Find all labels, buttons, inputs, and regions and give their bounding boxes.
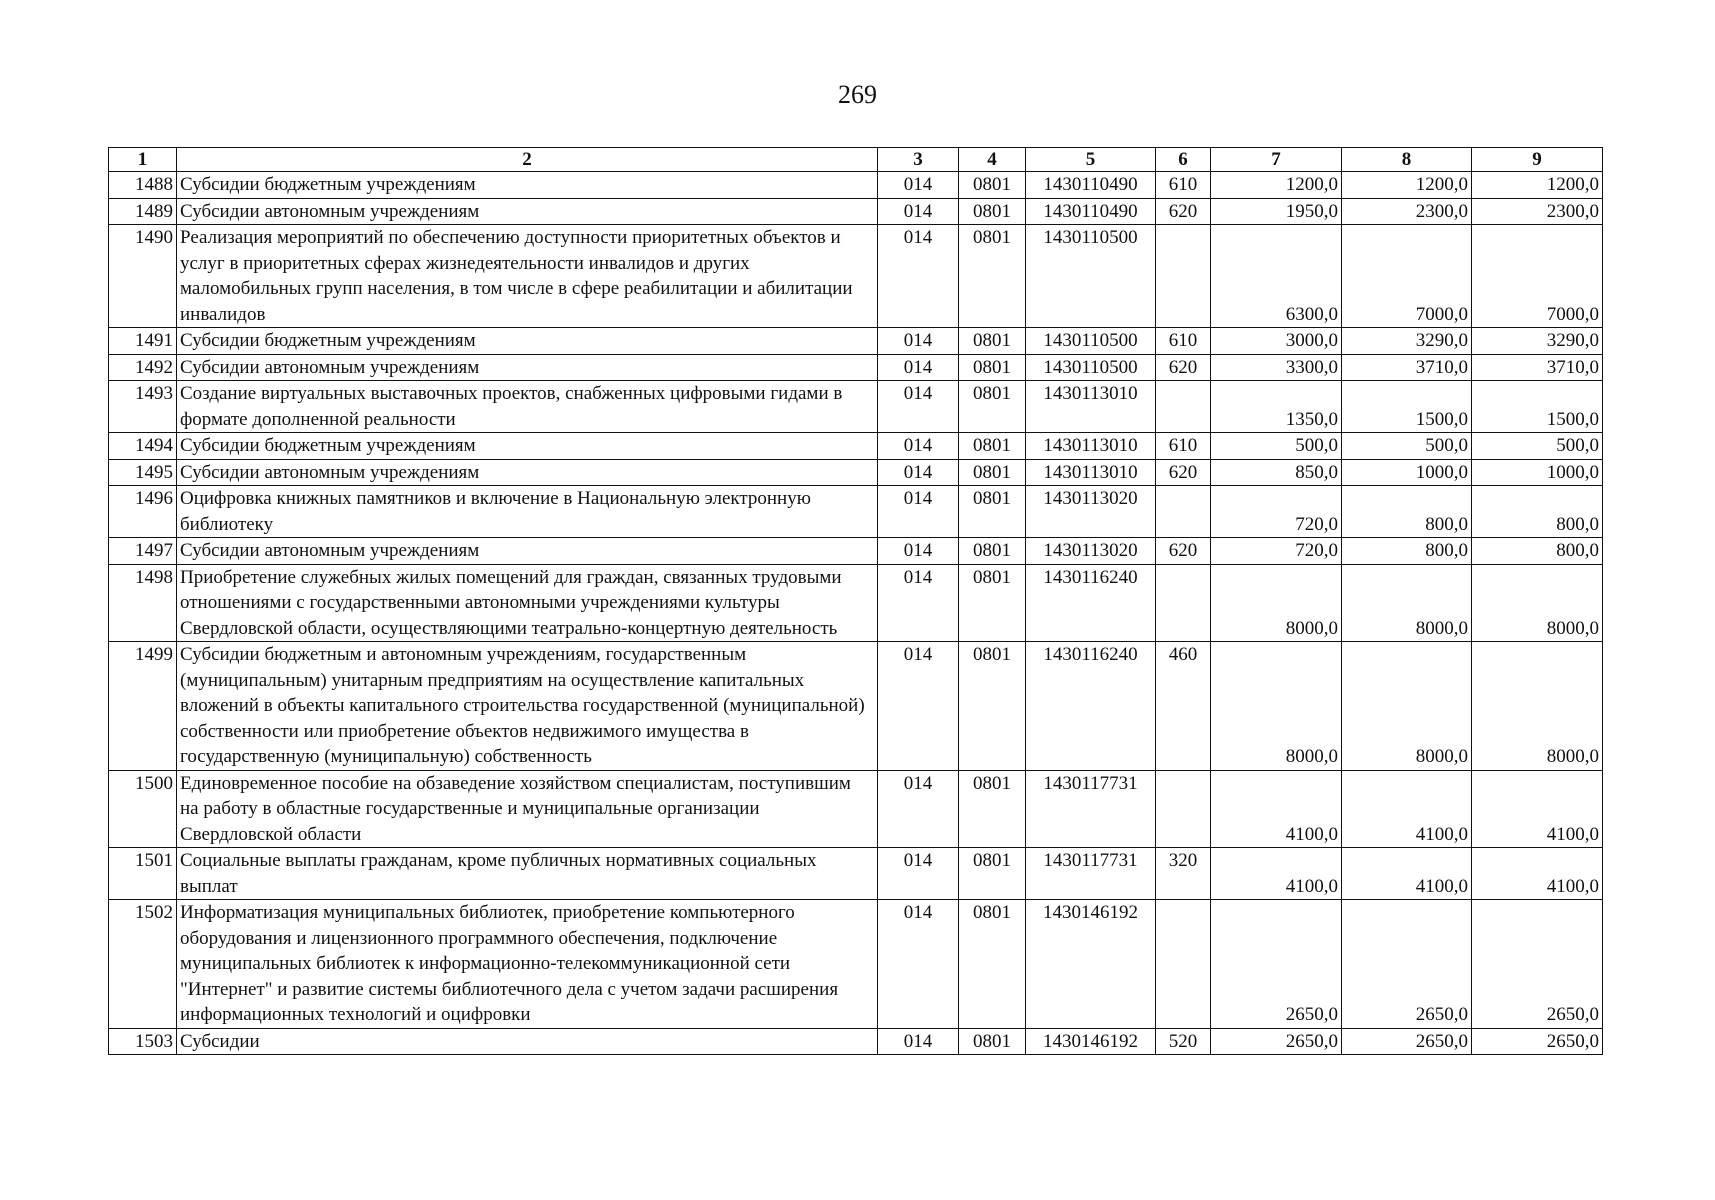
col-6-code xyxy=(1156,225,1211,328)
col-7-amount: 8000,0 xyxy=(1211,564,1342,642)
col-5-code: 1430117731 xyxy=(1026,848,1156,900)
col-6-code xyxy=(1156,381,1211,433)
col-3-code: 014 xyxy=(878,459,959,486)
table-row xyxy=(109,486,1603,538)
col-6-code: 610 xyxy=(1156,172,1211,199)
row-name: Субсидии бюджетным учреждениям xyxy=(177,433,878,460)
col-4-code: 0801 xyxy=(959,564,1026,642)
col-6-code: 620 xyxy=(1156,198,1211,225)
col-3-code: 014 xyxy=(878,198,959,225)
col-4-code: 0801 xyxy=(959,459,1026,486)
table-body xyxy=(109,172,1603,1055)
col-4-code: 0801 xyxy=(959,225,1026,328)
col-3-code: 014 xyxy=(878,486,959,538)
col-4-code: 0801 xyxy=(959,900,1026,1029)
col-5-code: 1430116240 xyxy=(1026,642,1156,771)
col-9-amount: 500,0 xyxy=(1472,433,1603,460)
col-8-amount: 4100,0 xyxy=(1342,770,1472,848)
col-5-code: 1430110500 xyxy=(1026,328,1156,355)
col-6-code: 460 xyxy=(1156,642,1211,771)
header-cell-2: 2 xyxy=(177,148,878,172)
col-4-code: 0801 xyxy=(959,172,1026,199)
table-row xyxy=(109,848,1603,900)
col-8-amount: 3290,0 xyxy=(1342,328,1472,355)
row-number: 1491 xyxy=(109,328,177,355)
row-name: Субсидии бюджетным и автономным учреждениям, государственным (муниципальным) унитарным предприятиям на осуществление капитальных вложений в объекты капитального строительства государственной (муниципальной) собственности или приобретение объектов недвижимого имущества в государственную (муниципальную) собственность xyxy=(177,642,878,771)
table-row xyxy=(109,642,1603,771)
row-number: 1489 xyxy=(109,198,177,225)
page-number: 269 xyxy=(838,80,877,109)
col-5-code: 1430117731 xyxy=(1026,770,1156,848)
col-7-amount: 3000,0 xyxy=(1211,328,1342,355)
row-number: 1495 xyxy=(109,459,177,486)
row-name: Субсидии бюджетным учреждениям xyxy=(177,172,878,199)
col-7-amount: 2650,0 xyxy=(1211,900,1342,1029)
col-5-code: 1430113010 xyxy=(1026,459,1156,486)
col-5-code: 1430116240 xyxy=(1026,564,1156,642)
col-8-amount: 1200,0 xyxy=(1342,172,1472,199)
table-row xyxy=(109,538,1603,565)
col-9-amount: 3710,0 xyxy=(1472,354,1603,381)
row-name: Оцифровка книжных памятников и включение в Национальную электронную библиотеку xyxy=(177,486,878,538)
table-row xyxy=(109,564,1603,642)
table-row xyxy=(109,900,1603,1029)
col-3-code: 014 xyxy=(878,642,959,771)
col-8-amount: 1500,0 xyxy=(1342,381,1472,433)
table-row xyxy=(109,328,1603,355)
col-7-amount: 2650,0 xyxy=(1211,1028,1342,1055)
row-number: 1500 xyxy=(109,770,177,848)
table-row xyxy=(109,459,1603,486)
col-3-code: 014 xyxy=(878,1028,959,1055)
col-3-code: 014 xyxy=(878,433,959,460)
col-9-amount: 1000,0 xyxy=(1472,459,1603,486)
col-3-code: 014 xyxy=(878,328,959,355)
row-name: Субсидии xyxy=(177,1028,878,1055)
col-9-amount: 7000,0 xyxy=(1472,225,1603,328)
col-8-amount: 8000,0 xyxy=(1342,564,1472,642)
col-4-code: 0801 xyxy=(959,1028,1026,1055)
row-name: Субсидии автономным учреждениям xyxy=(177,198,878,225)
col-6-code xyxy=(1156,486,1211,538)
col-9-amount: 8000,0 xyxy=(1472,642,1603,771)
col-3-code: 014 xyxy=(878,225,959,328)
col-7-amount: 500,0 xyxy=(1211,433,1342,460)
col-9-amount: 1200,0 xyxy=(1472,172,1603,199)
col-9-amount: 800,0 xyxy=(1472,538,1603,565)
col-3-code: 014 xyxy=(878,770,959,848)
col-7-amount: 3300,0 xyxy=(1211,354,1342,381)
col-8-amount: 2650,0 xyxy=(1342,1028,1472,1055)
col-5-code: 1430113010 xyxy=(1026,433,1156,460)
table-row xyxy=(109,198,1603,225)
table-row xyxy=(109,433,1603,460)
header-row xyxy=(109,148,1603,172)
table-row xyxy=(109,381,1603,433)
col-8-amount: 7000,0 xyxy=(1342,225,1472,328)
col-5-code: 1430113010 xyxy=(1026,381,1156,433)
col-5-code: 1430110490 xyxy=(1026,172,1156,199)
col-4-code: 0801 xyxy=(959,198,1026,225)
row-number: 1494 xyxy=(109,433,177,460)
col-4-code: 0801 xyxy=(959,538,1026,565)
col-6-code: 610 xyxy=(1156,433,1211,460)
col-9-amount: 4100,0 xyxy=(1472,848,1603,900)
row-name: Приобретение служебных жилых помещений для граждан, связанных трудовыми отношениями с государственными автономными учреждениями культуры Свердловской области, осуществляющими театрально-концертную деятельность xyxy=(177,564,878,642)
table-header xyxy=(109,148,1603,172)
row-number: 1501 xyxy=(109,848,177,900)
row-number: 1492 xyxy=(109,354,177,381)
col-9-amount: 2300,0 xyxy=(1472,198,1603,225)
col-9-amount: 800,0 xyxy=(1472,486,1603,538)
col-3-code: 014 xyxy=(878,538,959,565)
col-5-code: 1430110500 xyxy=(1026,354,1156,381)
col-7-amount: 1350,0 xyxy=(1211,381,1342,433)
col-7-amount: 720,0 xyxy=(1211,538,1342,565)
row-number: 1490 xyxy=(109,225,177,328)
table-row xyxy=(109,1028,1603,1055)
row-name: Единовременное пособие на обзаведение хозяйством специалистам, поступившим на работу в областные государственные и муниципальные организации Свердловской области xyxy=(177,770,878,848)
header-cell-9: 9 xyxy=(1472,148,1603,172)
col-7-amount: 1950,0 xyxy=(1211,198,1342,225)
col-4-code: 0801 xyxy=(959,328,1026,355)
col-5-code: 1430113020 xyxy=(1026,486,1156,538)
col-9-amount: 3290,0 xyxy=(1472,328,1603,355)
col-8-amount: 1000,0 xyxy=(1342,459,1472,486)
col-6-code: 520 xyxy=(1156,1028,1211,1055)
row-name: Субсидии автономным учреждениям xyxy=(177,538,878,565)
col-4-code: 0801 xyxy=(959,433,1026,460)
budget-table xyxy=(108,147,1603,1055)
col-3-code: 014 xyxy=(878,564,959,642)
col-7-amount: 6300,0 xyxy=(1211,225,1342,328)
row-name: Субсидии бюджетным учреждениям xyxy=(177,328,878,355)
table-row xyxy=(109,354,1603,381)
col-5-code: 1430110490 xyxy=(1026,198,1156,225)
col-8-amount: 4100,0 xyxy=(1342,848,1472,900)
col-4-code: 0801 xyxy=(959,381,1026,433)
col-6-code: 620 xyxy=(1156,354,1211,381)
col-7-amount: 8000,0 xyxy=(1211,642,1342,771)
col-9-amount: 1500,0 xyxy=(1472,381,1603,433)
col-6-code: 320 xyxy=(1156,848,1211,900)
col-3-code: 014 xyxy=(878,848,959,900)
col-3-code: 014 xyxy=(878,900,959,1029)
col-9-amount: 2650,0 xyxy=(1472,1028,1603,1055)
col-3-code: 014 xyxy=(878,172,959,199)
row-number: 1498 xyxy=(109,564,177,642)
header-cell-5: 5 xyxy=(1026,148,1156,172)
col-6-code: 620 xyxy=(1156,538,1211,565)
col-4-code: 0801 xyxy=(959,486,1026,538)
row-name: Информатизация муниципальных библиотек, приобретение компьютерного оборудования и лицензионного программного обеспечения, подключение муниципальных библиотек к информационно-телекоммуникационной сети "Интернет" и развитие системы библиотечного дела с учетом задачи расширения информационных технологий и оцифровки xyxy=(177,900,878,1029)
col-4-code: 0801 xyxy=(959,848,1026,900)
header-cell-1: 1 xyxy=(109,148,177,172)
row-number: 1493 xyxy=(109,381,177,433)
table-row xyxy=(109,172,1603,199)
table-row xyxy=(109,225,1603,328)
col-8-amount: 2300,0 xyxy=(1342,198,1472,225)
col-9-amount: 8000,0 xyxy=(1472,564,1603,642)
row-name: Социальные выплаты гражданам, кроме публичных нормативных социальных выплат xyxy=(177,848,878,900)
header-cell-6: 6 xyxy=(1156,148,1211,172)
header-cell-7: 7 xyxy=(1211,148,1342,172)
col-7-amount: 4100,0 xyxy=(1211,770,1342,848)
col-9-amount: 2650,0 xyxy=(1472,900,1603,1029)
col-4-code: 0801 xyxy=(959,354,1026,381)
row-number: 1496 xyxy=(109,486,177,538)
col-6-code xyxy=(1156,564,1211,642)
header-cell-3: 3 xyxy=(878,148,959,172)
row-number: 1503 xyxy=(109,1028,177,1055)
header-cell-8: 8 xyxy=(1342,148,1472,172)
col-7-amount: 850,0 xyxy=(1211,459,1342,486)
col-7-amount: 720,0 xyxy=(1211,486,1342,538)
col-6-code xyxy=(1156,770,1211,848)
col-5-code: 1430146192 xyxy=(1026,1028,1156,1055)
col-5-code: 1430110500 xyxy=(1026,225,1156,328)
col-6-code: 620 xyxy=(1156,459,1211,486)
col-8-amount: 800,0 xyxy=(1342,486,1472,538)
col-7-amount: 1200,0 xyxy=(1211,172,1342,199)
col-4-code: 0801 xyxy=(959,642,1026,771)
col-9-amount: 4100,0 xyxy=(1472,770,1603,848)
col-6-code xyxy=(1156,900,1211,1029)
row-name: Субсидии автономным учреждениям xyxy=(177,354,878,381)
col-7-amount: 4100,0 xyxy=(1211,848,1342,900)
table-row xyxy=(109,770,1603,848)
col-5-code: 1430113020 xyxy=(1026,538,1156,565)
row-number: 1497 xyxy=(109,538,177,565)
row-name: Реализация мероприятий по обеспечению доступности приоритетных объектов и услуг в приоритетных сферах жизнедеятельности инвалидов и других маломобильных групп населения, в том числе в сфере реабилитации и абилитации инвалидов xyxy=(177,225,878,328)
col-3-code: 014 xyxy=(878,354,959,381)
row-number: 1488 xyxy=(109,172,177,199)
header-cell-4: 4 xyxy=(959,148,1026,172)
col-8-amount: 3710,0 xyxy=(1342,354,1472,381)
row-name: Создание виртуальных выставочных проектов, снабженных цифровыми гидами в формате дополненной реальности xyxy=(177,381,878,433)
col-4-code: 0801 xyxy=(959,770,1026,848)
col-8-amount: 500,0 xyxy=(1342,433,1472,460)
row-name: Субсидии автономным учреждениям xyxy=(177,459,878,486)
col-3-code: 014 xyxy=(878,381,959,433)
row-number: 1502 xyxy=(109,900,177,1029)
col-6-code: 610 xyxy=(1156,328,1211,355)
col-8-amount: 800,0 xyxy=(1342,538,1472,565)
row-number: 1499 xyxy=(109,642,177,771)
col-8-amount: 8000,0 xyxy=(1342,642,1472,771)
col-8-amount: 2650,0 xyxy=(1342,900,1472,1029)
col-5-code: 1430146192 xyxy=(1026,900,1156,1029)
